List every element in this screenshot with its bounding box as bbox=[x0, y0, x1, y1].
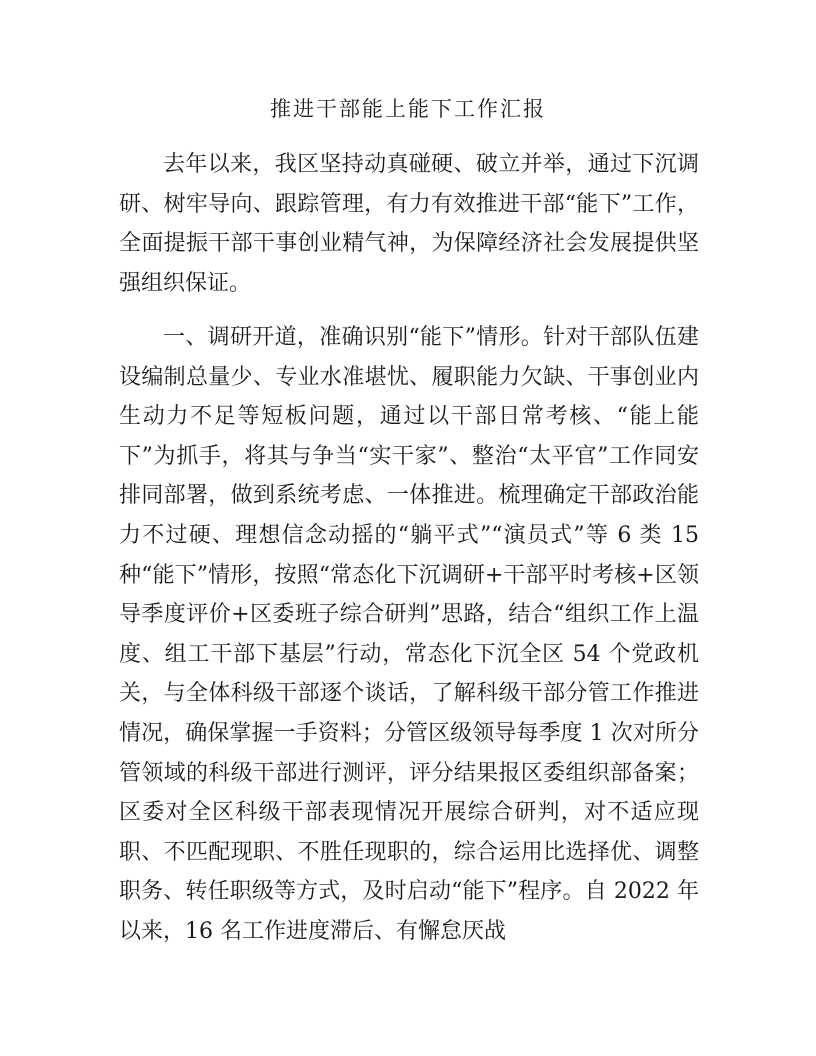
paragraph-intro: 去年以来，我区坚持动真碰硬、破立并举，通过下沉调研、树牢导向、跟踪管理，有力有效推进干部“能下”工作，全面提振干部干事创业精气神，为保障经济社会发展提供坚强组织保证。 bbox=[119, 152, 699, 296]
document-title: 推进干部能上能下工作汇报 bbox=[270, 97, 546, 121]
paragraph-section-one: 一、调研开道，准确识别“能下”情形。针对干部队伍建设编制总量少、专业水准堪忧、履职能力欠缺、干事创业内生动力不足等短板问题，通过以干部日常考核、“能上能下”为抓手，将其与争当“实干家”、整治“太平官”工作同安排同部署，做到系统考虑、一体推进。梳理确定干部政治能力不过硬、理想信念动摇的“躺平式”“演员式”等 6 类 15 种“能下”情形，按照“常态化下沉调研+干部平时考核+区领导季度评价+区委班子综合研判”思路，结合“组织工作上温度、组工干部下基层”行动，常态化下沉全区 54 个党政机关，与全体科级干部逐个谈话，了解科级干部分管工作推进情况，确保掌握一手资料；分管区级领导每季度 1 次对所分管领域的科级干部进行测评，评分结果报区委组织部备案；区委对全区科级干部表现情况开展综合研判，对不适应现职、不匹配现职、不胜任现职的，综合运用比选择优、调整职务、转任职级等方式，及时启动“能下”程序。自 2022 年以来，16 名工作进度滞后、有懈怠厌战 bbox=[119, 325, 699, 944]
